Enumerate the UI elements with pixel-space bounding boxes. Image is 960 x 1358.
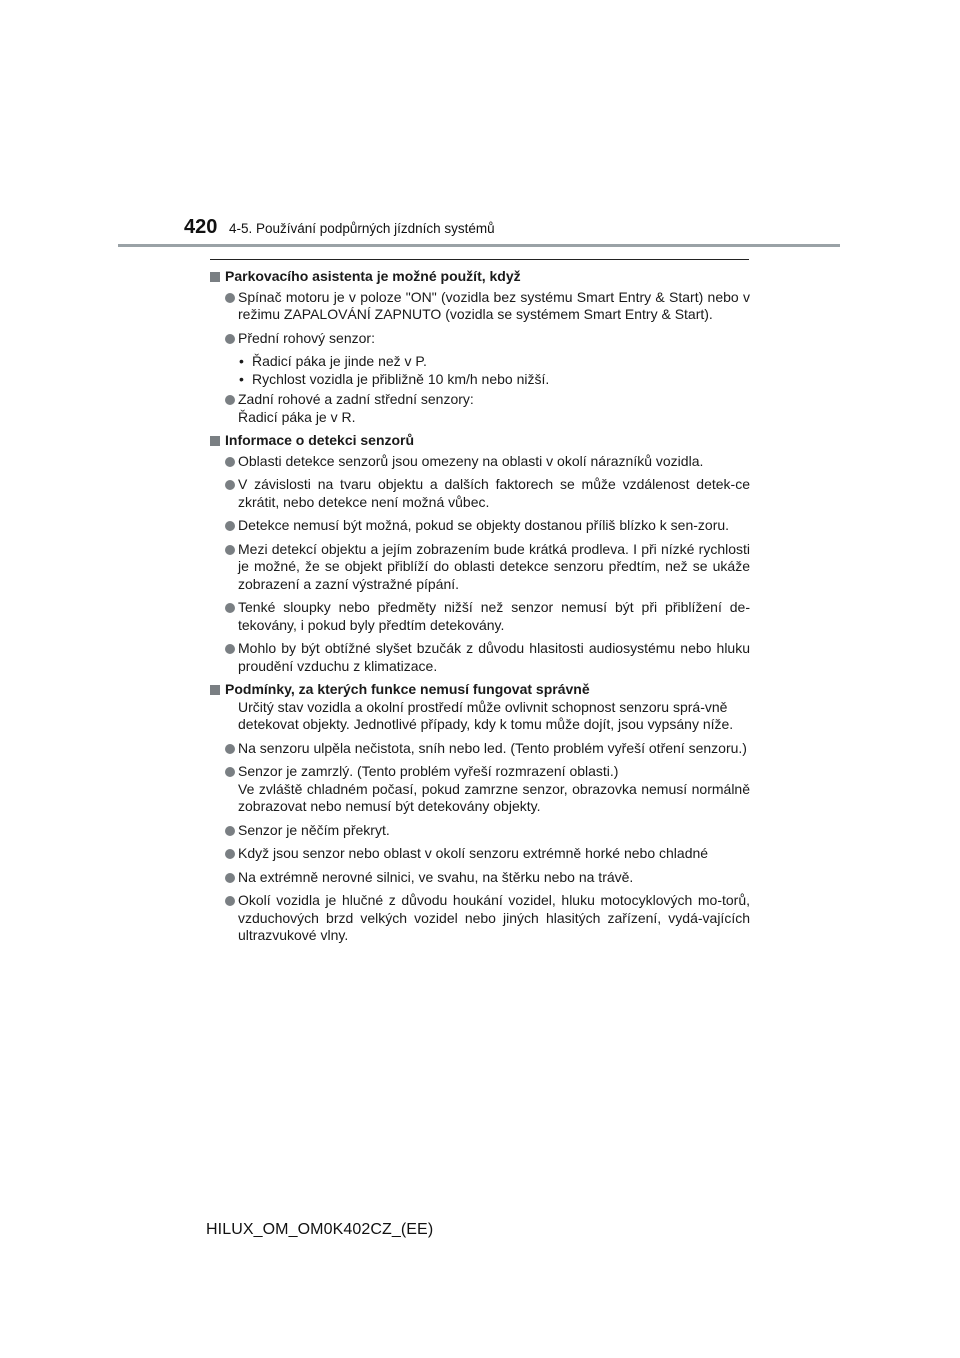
list-item-text: Senzor je zamrzlý. (Tento problém vyřeší rozmrazení oblasti.) bbox=[238, 763, 619, 779]
list-item-text: Na senzoru ulpěla nečistota, sníh nebo led. (Tento problém vyřeší otření senzoru.) bbox=[238, 739, 747, 756]
list-item-text: Řadicí páka je v R. bbox=[238, 408, 356, 425]
round-bullet-icon bbox=[225, 457, 235, 467]
list-item-text: Okolí vozidla je hlučné z důvodu houkání vozidel, hluku motocyklových mo-torů, vzduchových brzd velkých vozidel nebo jiných hlasitých zařízení, vydá-vajících ultrazvukové vlny. bbox=[238, 892, 750, 943]
section-heading bbox=[210, 681, 750, 699]
list-item bbox=[210, 599, 750, 634]
list-item bbox=[210, 453, 750, 471]
list-item bbox=[210, 869, 750, 887]
list-item-text: V závislosti na tvaru objektu a dalších faktorech se může vzdálenost detek-ce zkrátit, nebo detekce není možná vůbec. bbox=[238, 476, 750, 510]
list-item-text: Ve zvláště chladném počasí, pokud zamrzne senzor, obrazovka nemusí normálně zobrazovat nebo nemusí být detekovány objekty. bbox=[238, 780, 750, 814]
list-item-text: Na extrémně nerovné silnici, ve svahu, na štěrku nebo na trávě. bbox=[238, 868, 634, 885]
list-item-text: Mezi detekcí objektu a jejím zobrazením bude krátká prodleva. I při nízké rychlosti je možné, že se objekt přiblíží do oblasti detekce senzoru předtím, než se ukáže zobrazení a zazní výstražné pípání. bbox=[238, 540, 750, 592]
list-item-text: Detekce nemusí být možná, pokud se objekty dostanou příliš blízko k sen-zoru. bbox=[238, 517, 730, 533]
list-item-text: Když jsou senzor nebo oblast v okolí senzoru extrémně horké nebo chladné bbox=[238, 845, 709, 861]
sub-list-item bbox=[210, 371, 750, 389]
list-item bbox=[210, 391, 750, 426]
section-heading-text: Parkovacího asistenta je možné použít, když bbox=[225, 268, 521, 284]
round-bullet-icon bbox=[225, 644, 235, 654]
sub-bullet-mark: • bbox=[239, 353, 244, 369]
list-item bbox=[210, 330, 750, 348]
list-item bbox=[210, 289, 750, 324]
list-item bbox=[210, 763, 750, 816]
list-item-text: Oblasti detekce senzorů jsou omezeny na oblasti v okolí nárazníků vozidla. bbox=[238, 452, 704, 469]
list-item-text: Senzor je něčím překryt. bbox=[238, 821, 390, 838]
round-bullet-icon bbox=[225, 334, 235, 344]
list-item-text: Spínač motoru je v poloze "ON" (vozidla bez systému Smart Entry & Start) nebo v režimu ZAPALOVÁNÍ ZAPNUTO (vozidla se systémem Smart Entry & Start). bbox=[238, 288, 750, 322]
list-item bbox=[210, 845, 750, 863]
header-rule bbox=[118, 244, 840, 247]
round-bullet-icon bbox=[225, 767, 235, 777]
round-bullet-icon bbox=[225, 521, 235, 531]
sub-list-item-text: Řadicí páka je jinde než v P. bbox=[252, 353, 427, 369]
list-item bbox=[210, 476, 750, 511]
list-item-text: Tenké sloupky nebo předměty nižší než senzor nemusí být při přiblížení de-tekovány, i pokud byly předtím detekovány. bbox=[238, 599, 750, 633]
list-item-text: Přední rohový senzor: bbox=[238, 329, 375, 346]
list-item bbox=[210, 892, 750, 945]
section-heading bbox=[210, 432, 750, 450]
round-bullet-icon bbox=[225, 744, 235, 754]
sub-bullet-mark: • bbox=[239, 370, 244, 387]
chapter-title: 4-5. Používání podpůrných jízdních systémů bbox=[229, 221, 495, 236]
square-marker-icon bbox=[210, 272, 220, 282]
section-heading bbox=[210, 268, 750, 286]
list-item bbox=[210, 640, 750, 675]
list-item-text: Zadní rohové a zadní střední senzory: bbox=[238, 391, 474, 407]
round-bullet-icon bbox=[225, 826, 235, 836]
list-item bbox=[210, 541, 750, 594]
round-bullet-icon bbox=[225, 873, 235, 883]
round-bullet-icon bbox=[225, 293, 235, 303]
round-bullet-icon bbox=[225, 603, 235, 613]
page-content bbox=[210, 268, 750, 945]
round-bullet-icon bbox=[225, 395, 235, 405]
round-bullet-icon bbox=[225, 480, 235, 490]
section-heading-text: Informace o detekci senzorů bbox=[225, 432, 415, 448]
round-bullet-icon bbox=[225, 896, 235, 906]
list-item bbox=[210, 740, 750, 758]
square-marker-icon bbox=[210, 685, 220, 695]
sub-list-item-text: Rychlost vozidla je přibližně 10 km/h nebo nižší. bbox=[252, 370, 550, 387]
square-marker-icon bbox=[210, 436, 220, 446]
sub-list-item bbox=[210, 353, 750, 371]
round-bullet-icon bbox=[225, 849, 235, 859]
document-code-footer: HILUX_OM_OM0K402CZ_(EE) bbox=[206, 1221, 434, 1238]
list-item bbox=[210, 822, 750, 840]
section-heading-text: Podmínky, za kterých funkce nemusí fungovat správně bbox=[225, 681, 590, 697]
section-divider bbox=[210, 259, 749, 260]
section-intro: Určitý stav vozidla a okolní prostředí může ovlivnit schopnost senzoru sprá-vně detekovat objekty. Jednotlivé případy, kdy k tomu může dojít, jsou vypsány níže. bbox=[238, 698, 734, 732]
list-item-text: Mohlo by být obtížné slyšet bzučák z důvodu hlasitosti audiosystému nebo hluku proudění vzduchu z klimatizace. bbox=[238, 640, 750, 674]
page-number: 420 bbox=[184, 216, 218, 238]
list-item bbox=[210, 517, 750, 535]
round-bullet-icon bbox=[225, 545, 235, 555]
